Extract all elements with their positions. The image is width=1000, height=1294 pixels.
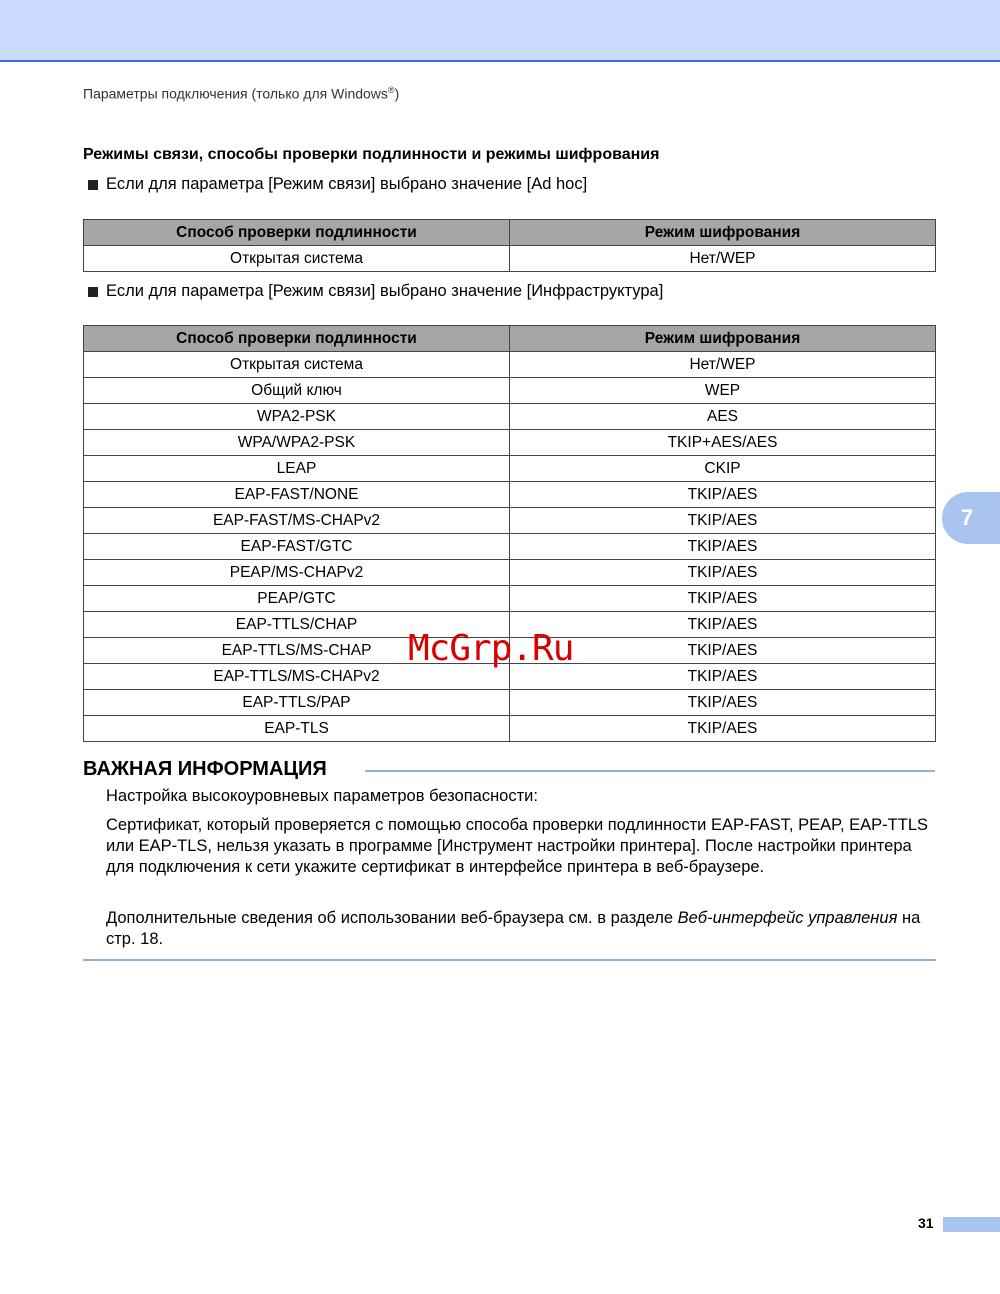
- auth-cell: EAP-FAST/MS-CHAPv2: [84, 508, 510, 534]
- auth-cell: EAP-TTLS/PAP: [84, 690, 510, 716]
- chapter-number: 7: [960, 505, 974, 530]
- adhoc-bullet: [88, 175, 587, 194]
- auth-cell: Общий ключ: [84, 378, 510, 404]
- encryption-cell: TKIP/AES: [510, 716, 936, 742]
- auth-cell: Открытая система: [84, 246, 510, 272]
- encryption-cell: TKIP/AES: [510, 690, 936, 716]
- running-header: [83, 85, 399, 102]
- header-band: [0, 0, 1000, 62]
- column-header-auth: Способ проверки подлинности: [84, 326, 510, 352]
- encryption-cell: TKIP/AES: [510, 664, 936, 690]
- important-divider: [365, 770, 935, 772]
- table-row: [84, 508, 936, 534]
- auth-cell: EAP-FAST/NONE: [84, 482, 510, 508]
- bottom-divider: [83, 959, 936, 961]
- table-row: [84, 456, 936, 482]
- para-text: на стр. 18.: [106, 909, 921, 948]
- auth-cell: PEAP/GTC: [84, 586, 510, 612]
- auth-cell: Открытая система: [84, 352, 510, 378]
- table-row: [84, 560, 936, 586]
- encryption-cell: Нет/WEP: [510, 352, 936, 378]
- table-row: [84, 482, 936, 508]
- table-row: [84, 716, 936, 742]
- table-row: [84, 430, 936, 456]
- encryption-cell: TKIP/AES: [510, 560, 936, 586]
- auth-cell: EAP-TTLS/CHAP: [84, 612, 510, 638]
- square-bullet-icon: [88, 287, 98, 297]
- page-number: 31: [918, 1215, 934, 1231]
- running-header-title: Параметры подключения (только для Windows: [83, 85, 388, 102]
- square-bullet-icon: [88, 180, 98, 190]
- column-header-encryption: Режим шифрования: [510, 220, 936, 246]
- encryption-cell: TKIP/AES: [510, 482, 936, 508]
- section-title: Режимы связи, способы проверки подлинности и режимы шифрования: [83, 146, 660, 163]
- web-interface-link[interactable]: Веб-интерфейс управления: [677, 909, 898, 927]
- auth-cell: EAP-TTLS/MS-CHAPv2: [84, 664, 510, 690]
- table-header-row: [84, 220, 936, 246]
- column-header-encryption: Режим шифрования: [510, 326, 936, 352]
- important-heading: ВАЖНАЯ ИНФОРМАЦИЯ: [83, 758, 327, 780]
- infra-bullet-text: Если для параметра [Режим связи] выбрано значение [Инфраструктура]: [106, 282, 664, 300]
- auth-cell: EAP-TTLS/MS-CHAP: [84, 638, 510, 664]
- auth-cell: EAP-TLS: [84, 716, 510, 742]
- encryption-cell: Нет/WEP: [510, 246, 936, 272]
- auth-cell: LEAP: [84, 456, 510, 482]
- auth-cell: EAP-FAST/GTC: [84, 534, 510, 560]
- registered-mark: ®: [387, 85, 395, 95]
- infra-table: [83, 325, 936, 742]
- column-header-auth: Способ проверки подлинности: [84, 220, 510, 246]
- auth-cell: PEAP/MS-CHAPv2: [84, 560, 510, 586]
- important-paragraph: Сертификат, который проверяется с помощью способа проверки подлинности EAP-FAST, PEAP, EAP-TTLS или EAP-TLS, нельзя указать в программе [Инструмент настройки принтера]. После настройки принтера для подключения к сети укажите сертификат в интерфейсе принтера в веб-браузере.: [106, 816, 929, 876]
- table-row: [84, 690, 936, 716]
- encryption-cell: TKIP+AES/AES: [510, 430, 936, 456]
- auth-cell: WPA2-PSK: [84, 404, 510, 430]
- encryption-cell: CKIP: [510, 456, 936, 482]
- adhoc-bullet-text: Если для параметра [Режим связи] выбрано значение [Ad hoc]: [106, 175, 588, 193]
- encryption-cell: TKIP/AES: [510, 508, 936, 534]
- table-row: [84, 534, 936, 560]
- auth-cell: WPA/WPA2-PSK: [84, 430, 510, 456]
- table-row: [84, 378, 936, 404]
- adhoc-table: [83, 219, 936, 272]
- encryption-cell: TKIP/AES: [510, 534, 936, 560]
- page-band: [943, 1217, 1000, 1232]
- para-text: Дополнительные сведения об использовании веб-браузера см. в разделе: [106, 909, 678, 927]
- encryption-cell: TKIP/AES: [510, 638, 936, 664]
- encryption-cell: AES: [510, 404, 936, 430]
- running-header-close: ): [394, 85, 400, 102]
- encryption-cell: TKIP/AES: [510, 586, 936, 612]
- table-row: [84, 352, 936, 378]
- watermark: McGrp.Ru: [408, 628, 574, 669]
- important-paragraph: [106, 908, 936, 950]
- encryption-cell: WEP: [510, 378, 936, 404]
- encryption-cell: TKIP/AES: [510, 612, 936, 638]
- chapter-tab: [942, 492, 1000, 544]
- table-row: [84, 586, 936, 612]
- table-header-row: [84, 326, 936, 352]
- table-row: [84, 246, 936, 272]
- infra-bullet: [88, 282, 663, 301]
- table-row: [84, 404, 936, 430]
- important-paragraph: Настройка высокоуровневых параметров безопасности:: [106, 787, 538, 805]
